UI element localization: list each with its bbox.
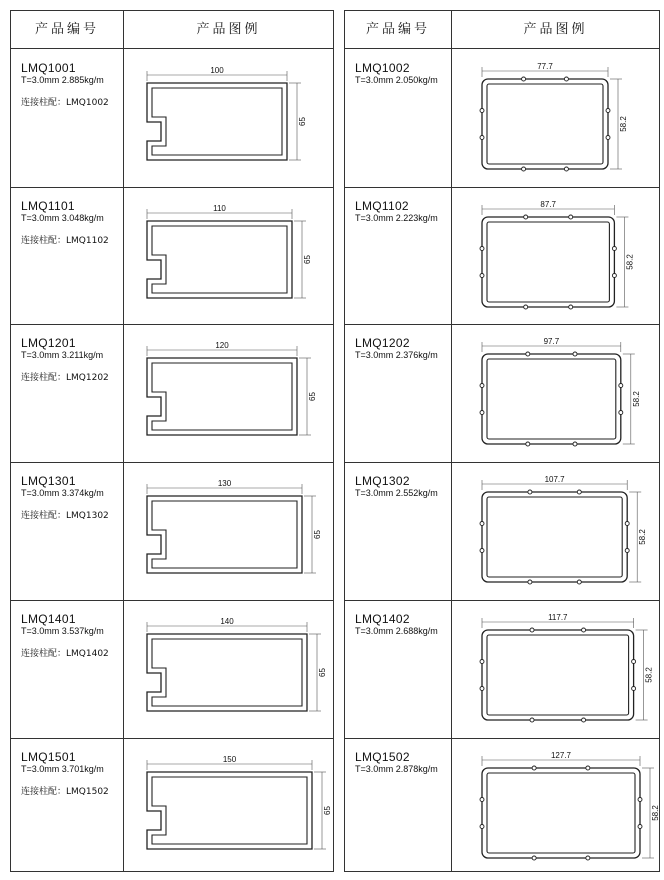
product-info-cell bbox=[11, 462, 124, 600]
product-spec: T=3.0mm 2.552kg/m bbox=[355, 488, 438, 498]
product-row bbox=[345, 738, 659, 872]
profile-drawing bbox=[452, 324, 659, 462]
height-dimension-label: 65 bbox=[323, 806, 332, 815]
product-info-cell bbox=[345, 187, 452, 324]
profile-notch bbox=[564, 167, 568, 171]
profile-outer-outline bbox=[482, 217, 614, 307]
profile-drawing-cell bbox=[452, 462, 659, 600]
profile-outer-outline bbox=[147, 358, 297, 435]
product-code: LMQ1401 bbox=[21, 612, 76, 626]
profile-notch bbox=[480, 798, 484, 802]
profile-notch bbox=[573, 442, 577, 446]
profile-drawing-cell bbox=[124, 600, 333, 738]
profile-notch bbox=[564, 77, 568, 81]
height-dimension-label: 65 bbox=[318, 668, 327, 677]
product-code: LMQ1402 bbox=[355, 612, 410, 626]
profile-notch bbox=[524, 305, 528, 309]
profile-notch bbox=[528, 490, 532, 494]
product-code: LMQ1101 bbox=[21, 199, 75, 213]
width-dimension-label: 110 bbox=[213, 204, 226, 213]
profile-notch bbox=[532, 856, 536, 860]
profile-inner-outline bbox=[487, 773, 635, 853]
profile-drawing-cell bbox=[124, 49, 333, 187]
profile-notch bbox=[606, 136, 610, 140]
profile-notch bbox=[530, 718, 534, 722]
profile-notch bbox=[606, 109, 610, 113]
profile-drawing-cell bbox=[452, 187, 659, 324]
product-code: LMQ1102 bbox=[355, 199, 409, 213]
product-row bbox=[11, 600, 333, 739]
profile-drawing bbox=[124, 49, 333, 187]
product-spec: T=3.0mm 3.537kg/m bbox=[21, 626, 104, 636]
height-dimension-label: 65 bbox=[298, 117, 307, 126]
profile-outer-outline bbox=[147, 772, 312, 849]
profile-drawing bbox=[452, 738, 659, 872]
product-spec: T=3.0mm 3.048kg/m bbox=[21, 213, 104, 223]
profile-drawing bbox=[124, 600, 333, 738]
height-dimension-label: 58.2 bbox=[625, 254, 635, 270]
profile-outer-outline bbox=[147, 634, 307, 711]
profile-drawing-cell bbox=[452, 324, 659, 462]
profile-notch bbox=[522, 167, 526, 171]
product-row bbox=[345, 600, 659, 739]
height-dimension-label: 58.2 bbox=[638, 529, 648, 545]
width-dimension-label: 77.7 bbox=[537, 62, 553, 71]
profile-notch bbox=[524, 215, 528, 219]
height-dimension-label: 58.2 bbox=[619, 116, 628, 132]
profile-drawing-cell bbox=[452, 49, 659, 187]
product-info-cell bbox=[345, 600, 452, 738]
product-code: LMQ1202 bbox=[355, 336, 410, 350]
matching-post: 连接柱配：LMQ1102 bbox=[21, 236, 109, 246]
profile-outer-outline bbox=[482, 79, 608, 169]
profile-notch bbox=[577, 490, 581, 494]
profile-notch bbox=[586, 856, 590, 860]
width-dimension-label: 130 bbox=[217, 479, 232, 488]
product-spec: T=3.0mm 2.878kg/m bbox=[355, 764, 438, 774]
width-dimension-label: 117.7 bbox=[548, 613, 568, 622]
profile-inner-outline bbox=[152, 777, 307, 844]
product-spec: T=3.0mm 3.211kg/m bbox=[21, 350, 104, 360]
product-spec: T=3.0mm 2.885kg/m bbox=[21, 75, 104, 85]
profile-inner-outline bbox=[487, 635, 629, 715]
profile-drawing-cell bbox=[452, 738, 659, 872]
product-info-cell bbox=[11, 49, 124, 187]
profile-notch bbox=[480, 522, 484, 526]
profile-drawing-cell bbox=[124, 324, 333, 462]
product-spec: T=3.0mm 2.050kg/m bbox=[355, 75, 438, 85]
profile-inner-outline bbox=[152, 226, 287, 293]
width-dimension-label: 100 bbox=[210, 66, 224, 75]
profile-notch bbox=[582, 628, 586, 632]
product-code: LMQ1301 bbox=[21, 474, 76, 488]
height-dimension-label: 65 bbox=[308, 392, 317, 401]
product-spec: T=3.0mm 3.701kg/m bbox=[21, 764, 104, 774]
product-row bbox=[11, 49, 333, 188]
profile-inner-outline bbox=[152, 363, 292, 430]
right-product-table bbox=[344, 10, 660, 872]
profile-inner-outline bbox=[487, 497, 622, 577]
profile-outer-outline bbox=[147, 221, 292, 298]
profile-notch bbox=[612, 247, 616, 251]
profile-inner-outline bbox=[152, 88, 282, 155]
profile-outer-outline bbox=[147, 83, 287, 160]
profile-notch bbox=[573, 352, 577, 356]
product-row bbox=[11, 738, 333, 872]
product-row bbox=[345, 187, 659, 325]
profile-drawing-cell bbox=[124, 187, 333, 324]
profile-outer-outline bbox=[482, 768, 640, 858]
profile-notch bbox=[619, 384, 623, 388]
profile-notch bbox=[480, 109, 484, 113]
product-info-cell bbox=[345, 324, 452, 462]
profile-notch bbox=[582, 718, 586, 722]
width-dimension-label: 127.7 bbox=[550, 751, 572, 760]
width-dimension-label: 120 bbox=[215, 341, 229, 350]
product-row bbox=[345, 462, 659, 601]
table-header bbox=[345, 11, 659, 49]
product-row bbox=[345, 49, 659, 188]
profile-notch bbox=[480, 660, 484, 664]
product-code: LMQ1502 bbox=[355, 750, 410, 764]
profile-notch bbox=[480, 274, 484, 278]
matching-post: 连接柱配：LMQ1402 bbox=[21, 649, 109, 659]
product-spec: T=3.0mm 3.374kg/m bbox=[21, 488, 104, 498]
profile-notch bbox=[480, 825, 484, 829]
product-info-cell bbox=[345, 462, 452, 600]
profile-inner-outline bbox=[487, 84, 603, 164]
profile-drawing bbox=[124, 187, 333, 324]
profile-notch bbox=[632, 687, 636, 691]
profile-drawing bbox=[452, 600, 659, 738]
profile-inner-outline bbox=[152, 501, 297, 568]
profile-drawing bbox=[124, 462, 333, 600]
profile-notch bbox=[619, 411, 623, 415]
code-column-header: 产品编号 bbox=[11, 11, 124, 48]
product-info-cell bbox=[11, 324, 124, 462]
profile-inner-outline bbox=[487, 359, 616, 439]
height-dimension-label: 58.2 bbox=[651, 805, 660, 821]
width-dimension-label: 97.7 bbox=[543, 337, 560, 346]
profile-notch bbox=[480, 411, 484, 415]
width-dimension-label: 107.7 bbox=[544, 475, 565, 484]
left-product-table bbox=[10, 10, 334, 872]
product-code: LMQ1302 bbox=[355, 474, 410, 488]
profile-outer-outline bbox=[482, 630, 634, 720]
profile-notch bbox=[625, 549, 629, 553]
profile-notch bbox=[480, 247, 484, 251]
profile-drawing-cell bbox=[124, 738, 333, 872]
profile-notch bbox=[569, 215, 573, 219]
profile-outer-outline bbox=[482, 354, 621, 444]
height-dimension-label: 58.2 bbox=[631, 391, 641, 407]
matching-post: 连接柱配：LMQ1002 bbox=[21, 98, 109, 108]
product-code: LMQ1001 bbox=[21, 61, 76, 75]
profile-notch bbox=[638, 798, 642, 802]
drawing-column-header: 产品图例 bbox=[196, 22, 261, 37]
product-info-cell bbox=[345, 738, 452, 872]
profile-notch bbox=[530, 628, 534, 632]
profile-notch bbox=[612, 274, 616, 278]
profile-notch bbox=[526, 352, 530, 356]
profile-notch bbox=[528, 580, 532, 584]
width-dimension-label: 140 bbox=[220, 617, 234, 626]
profile-notch bbox=[569, 305, 573, 309]
profile-notch bbox=[577, 580, 581, 584]
profile-drawing bbox=[452, 49, 659, 187]
matching-post: 连接柱配：LMQ1502 bbox=[21, 787, 109, 797]
profile-inner-outline bbox=[487, 222, 609, 302]
profile-notch bbox=[632, 660, 636, 664]
matching-post: 连接柱配：LMQ1202 bbox=[21, 373, 109, 383]
profile-drawing bbox=[124, 738, 333, 872]
product-info-cell bbox=[11, 600, 124, 738]
height-dimension-label: 65 bbox=[313, 530, 322, 539]
width-dimension-label: 87.7 bbox=[540, 200, 556, 209]
profile-inner-outline bbox=[152, 639, 302, 706]
table-header bbox=[11, 11, 333, 49]
drawing-column-header: 产品图例 bbox=[523, 22, 588, 37]
width-dimension-label: 150 bbox=[222, 755, 237, 764]
product-spec: T=3.0mm 2.223kg/m bbox=[355, 213, 438, 223]
product-code: LMQ1201 bbox=[21, 336, 76, 350]
profile-notch bbox=[480, 687, 484, 691]
product-info-cell bbox=[11, 187, 124, 324]
profile-notch bbox=[586, 766, 590, 770]
profile-drawing bbox=[452, 187, 659, 324]
product-code: LMQ1002 bbox=[355, 61, 410, 75]
profile-notch bbox=[480, 136, 484, 140]
product-spec: T=3.0mm 2.376kg/m bbox=[355, 350, 438, 360]
code-column-header: 产品编号 bbox=[345, 11, 452, 48]
height-dimension-label: 65 bbox=[303, 255, 312, 264]
profile-notch bbox=[625, 522, 629, 526]
product-info-cell bbox=[345, 49, 452, 187]
profile-notch bbox=[480, 549, 484, 553]
product-info-cell bbox=[11, 738, 124, 872]
profile-notch bbox=[532, 766, 536, 770]
profile-drawing-cell bbox=[124, 462, 333, 600]
profile-notch bbox=[526, 442, 530, 446]
matching-post: 连接柱配：LMQ1302 bbox=[21, 511, 109, 521]
profile-drawing bbox=[124, 324, 333, 462]
profile-outer-outline bbox=[147, 496, 302, 573]
product-row bbox=[11, 462, 333, 601]
product-row bbox=[345, 324, 659, 463]
height-dimension-label: 58.2 bbox=[644, 667, 654, 683]
profile-drawing bbox=[452, 462, 659, 600]
product-row bbox=[11, 324, 333, 463]
profile-outer-outline bbox=[482, 492, 627, 582]
profile-notch bbox=[522, 77, 526, 81]
profile-notch bbox=[638, 825, 642, 829]
profile-notch bbox=[480, 384, 484, 388]
product-spec: T=3.0mm 2.688kg/m bbox=[355, 626, 438, 636]
profile-drawing-cell bbox=[452, 600, 659, 738]
product-row bbox=[11, 187, 333, 325]
product-code: LMQ1501 bbox=[21, 750, 76, 764]
